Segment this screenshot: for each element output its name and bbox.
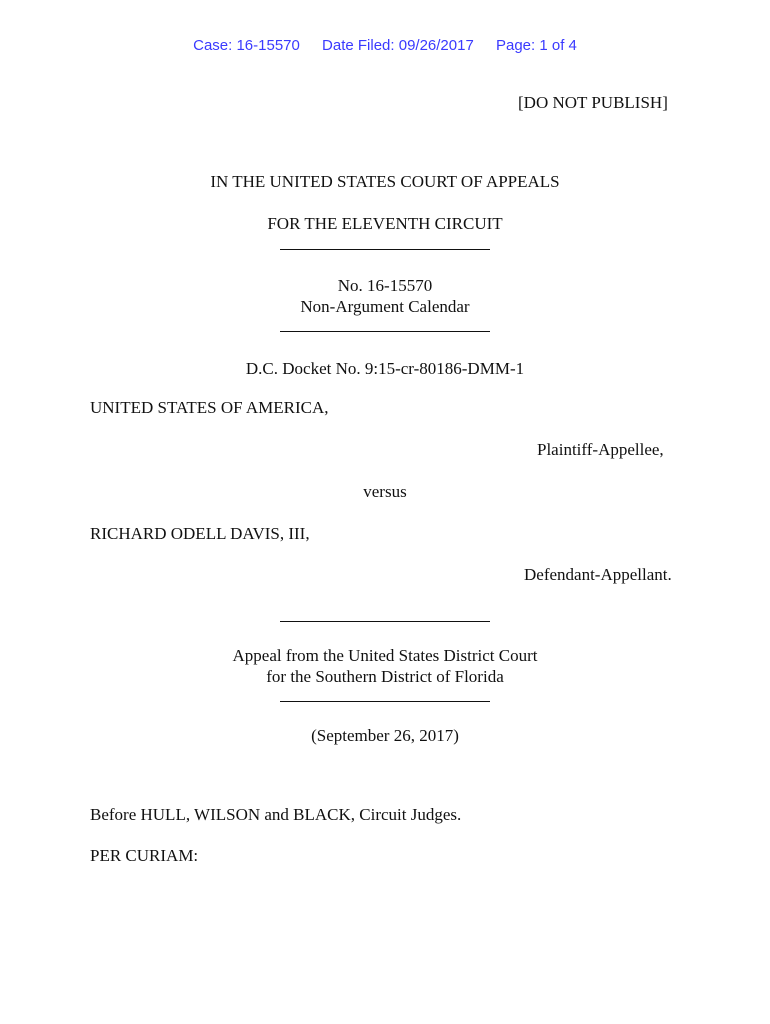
panel-judges: Before HULL, WILSON and BLACK, Circuit Judges. [90,805,462,824]
appeal-court: Appeal from the United States District Court [232,646,538,665]
filing-header [0,37,770,54]
appeal-district: for the Southern District of Florida [266,667,504,686]
publish-status: [DO NOT PUBLISH] [518,93,668,112]
case-number: No. 16-15570 [337,276,433,295]
case-number-header: Case: 16-15570 [193,37,300,54]
defendant-name: RICHARD ODELL DAVIS, III, [90,524,310,543]
plaintiff-name: UNITED STATES OF AMERICA, [90,398,329,417]
defendant-role: Defendant-Appellant. [524,565,672,584]
date-filed-header: Date Filed: 09/26/2017 [322,37,474,54]
divider-1 [280,249,490,250]
divider-2 [280,331,490,332]
decision-date: (September 26, 2017) [311,726,459,745]
divider-4 [280,701,490,702]
court-circuit: FOR THE ELEVENTH CIRCUIT [267,214,503,233]
docket-number: D.C. Docket No. 9:15-cr-80186-DMM-1 [245,359,525,378]
court-name: IN THE UNITED STATES COURT OF APPEALS [210,172,560,191]
per-curiam: PER CURIAM: [90,846,199,865]
divider-3 [280,621,490,622]
page-number-header: Page: 1 of 4 [495,37,577,54]
versus: versus [363,482,407,501]
plaintiff-role: Plaintiff-Appellee, [537,440,664,459]
calendar-type: Non-Argument Calendar [300,297,470,316]
